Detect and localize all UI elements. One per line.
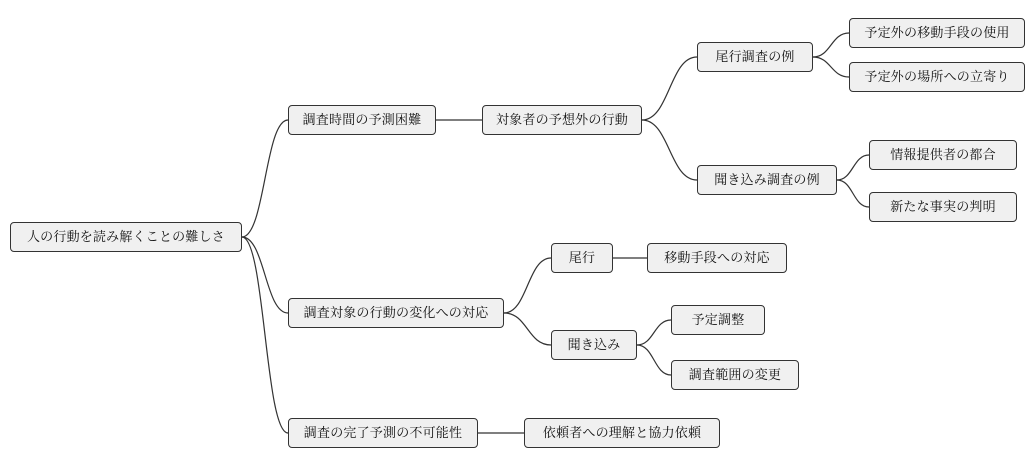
mindmap-node[interactable]: 予定調整	[671, 305, 765, 335]
mindmap-node[interactable]: 調査範囲の変更	[671, 360, 799, 390]
mindmap-node[interactable]: 尾行	[551, 243, 613, 273]
mindmap-edge	[242, 237, 288, 313]
mindmap-node[interactable]: 人の行動を読み解くことの難しさ	[10, 222, 242, 252]
mindmap-node[interactable]: 情報提供者の都合	[869, 140, 1017, 170]
mindmap-edge	[813, 33, 849, 57]
mindmap-node[interactable]: 予定外の移動手段の使用	[849, 18, 1025, 48]
mindmap-node[interactable]: 依頼者への理解と協力依頼	[524, 418, 720, 448]
mindmap-node[interactable]: 調査の完了予測の不可能性	[288, 418, 478, 448]
mindmap-node[interactable]: 聞き込み調査の例	[697, 165, 837, 195]
mindmap-edge	[637, 345, 671, 375]
mindmap-edge	[813, 57, 849, 77]
mindmap-node[interactable]: 尾行調査の例	[697, 42, 813, 72]
mindmap-edge	[242, 237, 288, 433]
mindmap-node[interactable]: 新たな事実の判明	[869, 192, 1017, 222]
mindmap-edge	[642, 57, 697, 120]
mindmap-node[interactable]: 対象者の予想外の行動	[482, 105, 642, 135]
mindmap-edge	[504, 313, 551, 345]
mindmap-edge	[504, 258, 551, 313]
mindmap-node[interactable]: 調査時間の予測困難	[288, 105, 436, 135]
mindmap-node[interactable]: 調査対象の行動の変化への対応	[288, 298, 504, 328]
mindmap-node[interactable]: 予定外の場所への立寄り	[849, 62, 1025, 92]
mindmap-edge	[242, 120, 288, 237]
mindmap-edge	[642, 120, 697, 180]
mindmap-edge	[837, 155, 869, 180]
mindmap-node[interactable]: 聞き込み	[551, 330, 637, 360]
mindmap-edge	[637, 320, 671, 345]
mindmap-edge	[837, 180, 869, 207]
mindmap-node[interactable]: 移動手段への対応	[647, 243, 787, 273]
